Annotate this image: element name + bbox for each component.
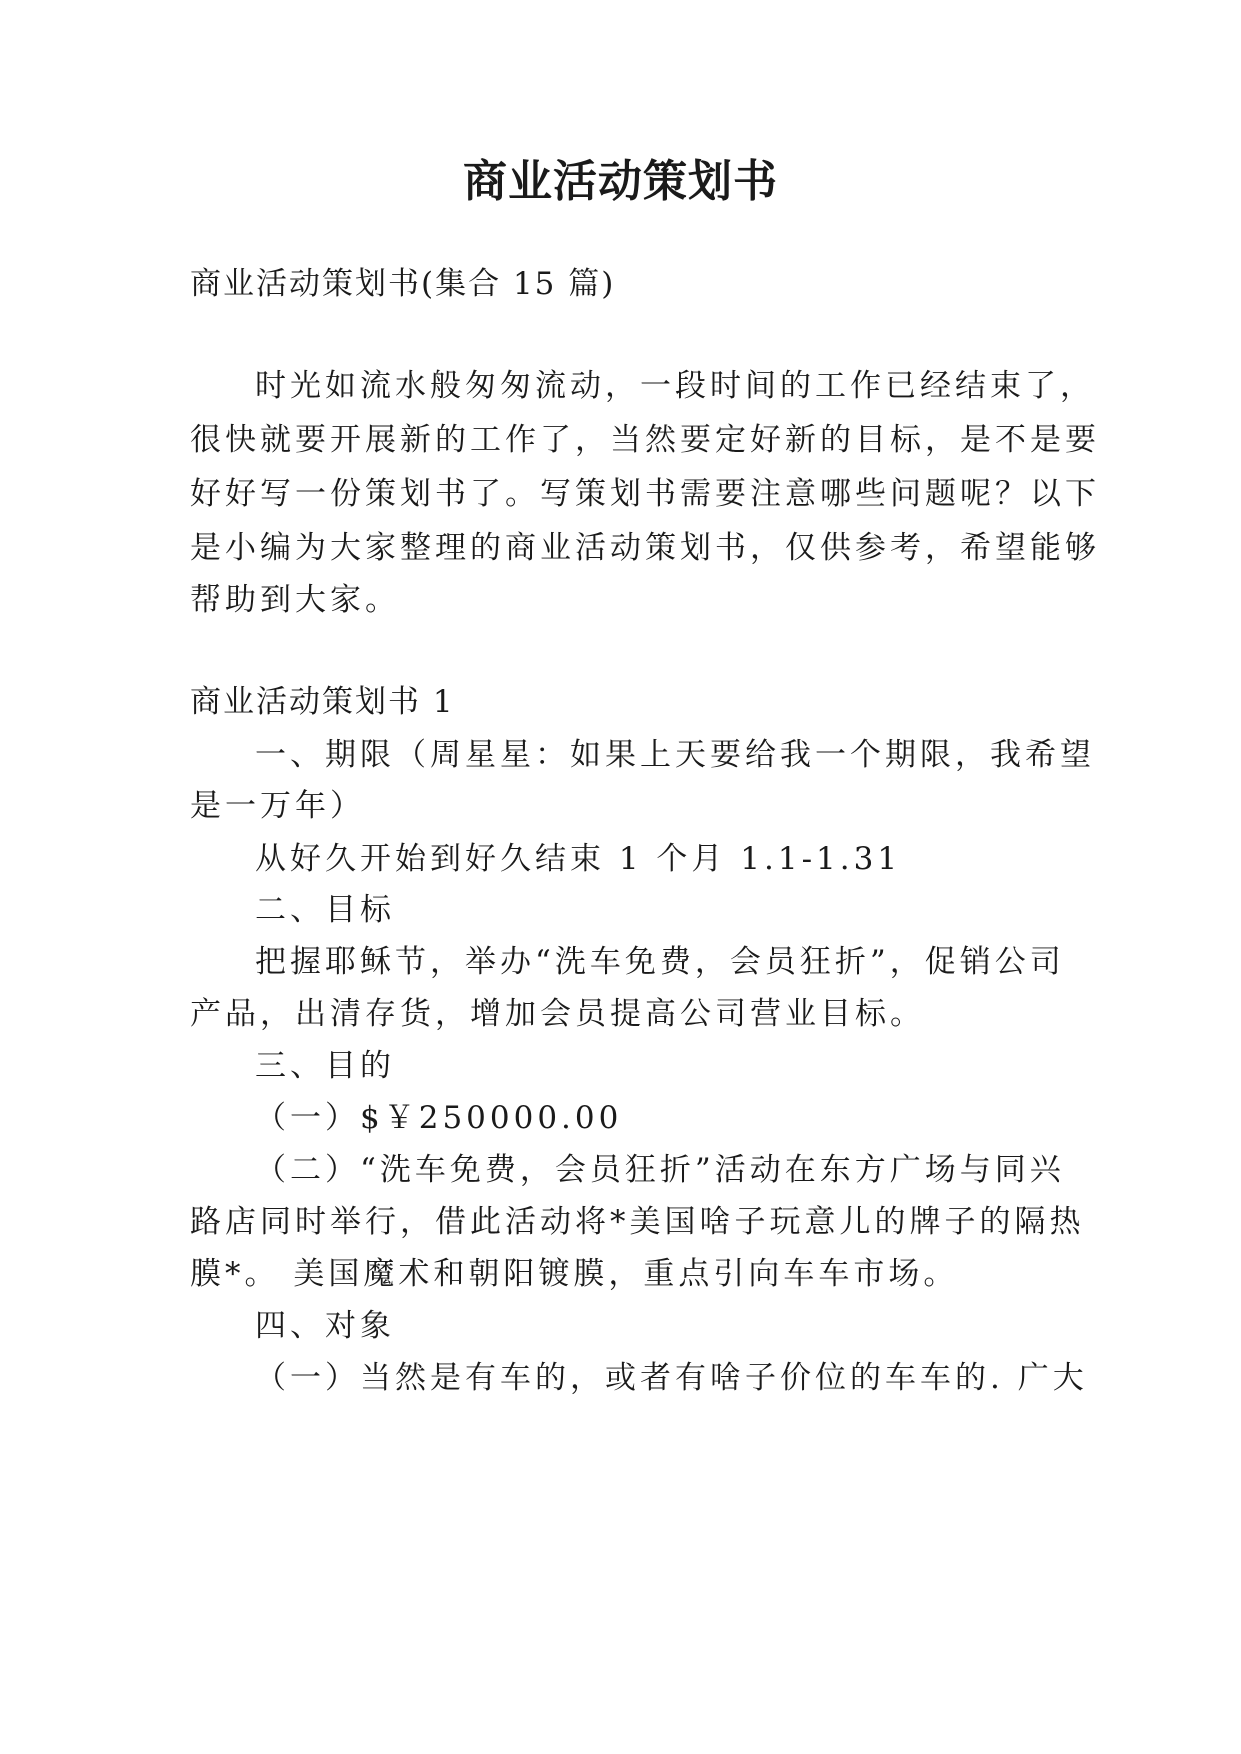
body-line-9: （二）“洗车免费，会员狂折”活动在东方广场与同兴 [255, 1152, 1065, 1188]
intro-line-5: 帮助到大家。 [190, 582, 400, 618]
intro-line-1: 时光如流水般匆匆流动，一段时间的工作已经结束了， [255, 368, 1095, 404]
body-line-4: 二、目标 [255, 892, 395, 928]
intro-line-4: 是小编为大家整理的商业活动策划书，仅供参考，希望能够 [190, 530, 1100, 566]
body-line-10: 路店同时举行，借此活动将*美国啥子玩意儿的牌子的隔热 [190, 1204, 1085, 1240]
body-line-2: 是一万年） [190, 788, 365, 824]
body-line-1: 一、期限（周星星：如果上天要给我一个期限，我希望 [255, 737, 1095, 773]
body-line-13: （一）当然是有车的，或者有啥子价位的车车的. 广大 [255, 1360, 1088, 1396]
document-title: 商业活动策划书 [463, 156, 778, 207]
body-line-12: 四、对象 [255, 1308, 395, 1344]
body-line-5: 把握耶稣节，举办“洗车免费，会员狂折”，促销公司 [255, 944, 1065, 980]
intro-line-3: 好好写一份策划书了。写策划书需要注意哪些问题呢？以下 [190, 476, 1100, 512]
body-line-8: （一）$￥250000.00 [255, 1100, 623, 1136]
body-line-6: 产品，出清存货，增加会员提高公司营业目标。 [190, 996, 925, 1032]
body-line-7: 三、目的 [255, 1048, 395, 1084]
document-subtitle: 商业活动策划书(集合 15 篇) [190, 266, 616, 302]
intro-line-2: 很快就要开展新的工作了，当然要定好新的目标，是不是要 [190, 422, 1100, 458]
body-line-11: 膜*。 美国魔术和朝阳镀膜，重点引向车车市场。 [190, 1256, 959, 1292]
body-line-3: 从好久开始到好久结束 1 个月 1.1-1.31 [255, 841, 902, 877]
section-heading: 商业活动策划书 1 [190, 684, 455, 720]
